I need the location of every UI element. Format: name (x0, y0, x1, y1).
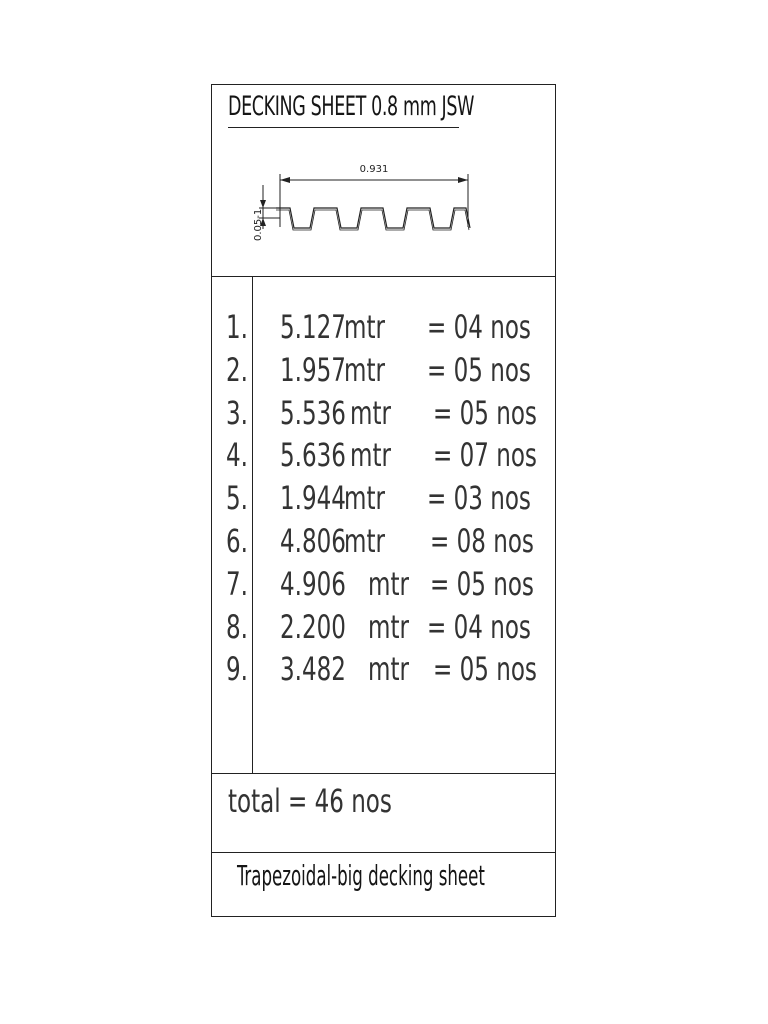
item-unit: mtr (368, 564, 409, 603)
item-length: 4.906 (280, 564, 346, 603)
item-length: 5.536 (280, 393, 346, 432)
item-quantity: = 08 nos (430, 522, 534, 560)
column-divider (252, 276, 253, 773)
total-text: total = 46 nos (228, 782, 392, 820)
trapezoidal-profile (276, 208, 470, 228)
item-number: 7. (226, 564, 248, 603)
width-label: 0.931 (359, 164, 389, 175)
item-unit: mtr (368, 650, 409, 689)
total-divider (212, 773, 555, 774)
decking-sheet-table (211, 84, 556, 917)
item-length: 5.636 (280, 436, 346, 475)
item-number: 8. (226, 607, 248, 646)
item-length: 1.957 (280, 350, 346, 389)
item-unit: mtr (350, 436, 391, 475)
item-unit: mtr (350, 393, 391, 432)
item-unit: mtr (368, 607, 409, 646)
height-label: 0.05-1 (253, 208, 264, 241)
item-unit: mtr (344, 308, 385, 346)
sheet-title: DECKING SHEET 0.8 mm JSW (228, 91, 475, 122)
item-number: 2. (226, 350, 248, 389)
item-length: 5.127 (280, 308, 346, 346)
item-number: 1. (226, 308, 248, 346)
item-number: 6. (226, 522, 248, 560)
item-unit: mtr (344, 479, 385, 518)
width-arrow-right (458, 177, 468, 183)
item-unit: mtr (344, 350, 385, 389)
trapezoidal-profile-inner (276, 210, 469, 230)
header-divider (212, 276, 555, 277)
item-quantity: = 04 nos (427, 607, 531, 646)
profile-drawing (232, 161, 492, 251)
item-length: 3.482 (280, 650, 346, 689)
item-quantity: = 05 nos (430, 564, 534, 603)
item-length: 2.200 (280, 607, 346, 646)
item-quantity: = 03 nos (427, 479, 531, 518)
item-length: 4.806 (280, 522, 346, 560)
item-quantity: = 07 nos (433, 436, 537, 475)
item-length: 1.944 (280, 479, 346, 518)
item-quantity: = 05 nos (433, 393, 537, 432)
height-arrow-top (260, 200, 266, 208)
item-quantity: = 05 nos (433, 650, 537, 689)
width-arrow-left (280, 177, 290, 183)
item-unit: mtr (344, 522, 385, 560)
item-quantity: = 05 nos (427, 350, 531, 389)
title-underline (228, 127, 459, 128)
item-number: 5. (226, 479, 248, 518)
sheet-description: Trapezoidal-big decking sheet (237, 859, 485, 892)
item-number: 3. (226, 393, 248, 432)
item-quantity: = 04 nos (427, 308, 531, 346)
item-number: 4. (226, 436, 248, 475)
item-number: 9. (226, 650, 248, 689)
description-divider (212, 852, 555, 853)
